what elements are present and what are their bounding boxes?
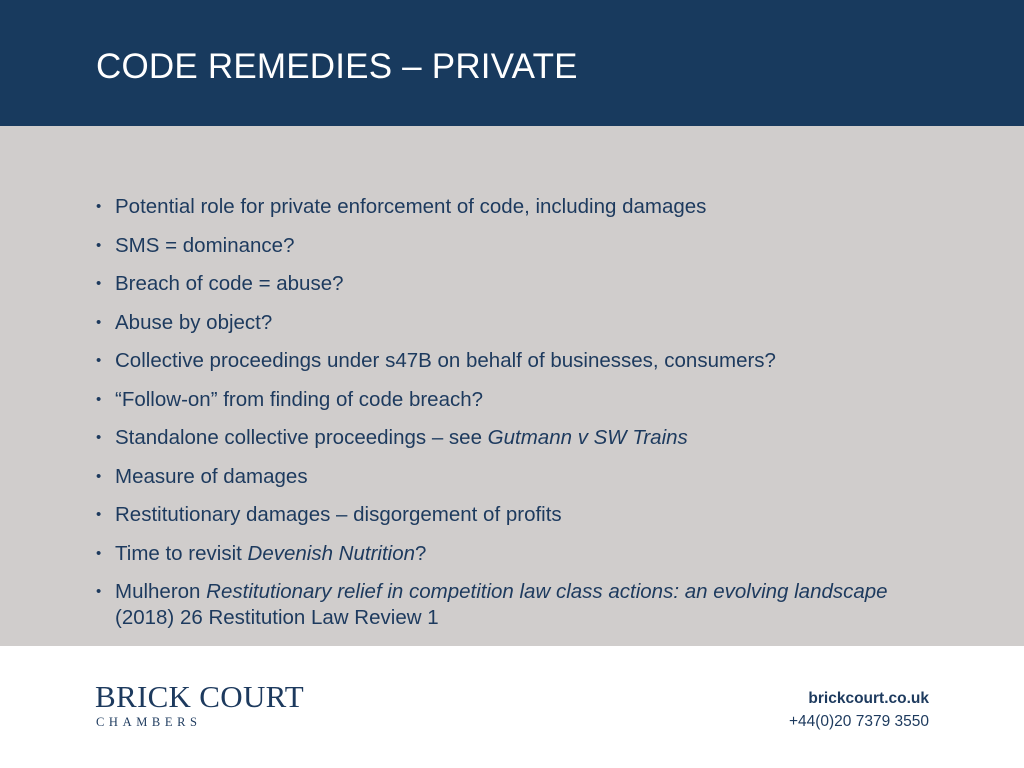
bullet-item bbox=[96, 464, 916, 490]
bullet-item bbox=[96, 387, 916, 413]
bullet-item bbox=[96, 271, 916, 297]
bullet-text: “Follow-on” from finding of code breach? bbox=[115, 387, 484, 411]
bullet-text: SMS = dominance? bbox=[115, 233, 295, 257]
brick-court-logo: BRICK COURT bbox=[95, 679, 304, 714]
bullet-text: ? bbox=[415, 541, 427, 565]
bullet-item bbox=[96, 425, 916, 451]
bullet-item bbox=[96, 194, 916, 220]
bullet-item bbox=[96, 541, 916, 567]
slide-title: CODE REMEDIES – PRIVATE bbox=[96, 47, 578, 86]
bullet-icon: • bbox=[96, 275, 102, 292]
bullet-text: Measure of damages bbox=[115, 464, 308, 488]
bullet-icon: • bbox=[96, 583, 102, 600]
bullet-text: Restitutionary damages – disgorgement of profits bbox=[115, 503, 562, 526]
bullet-text: Standalone collective proceedings – see bbox=[115, 426, 488, 449]
bullet-text-italic: Gutmann v SW Trains bbox=[487, 426, 688, 449]
bullet-text: Abuse by object? bbox=[115, 310, 273, 334]
bullet-text: Mulheron bbox=[115, 580, 207, 603]
bullet-icon: • bbox=[96, 236, 102, 254]
bullet-item bbox=[96, 348, 916, 374]
bullet-icon: • bbox=[96, 390, 102, 408]
bullet-icon: • bbox=[96, 467, 102, 485]
bullet-text-italic: Devenish Nutrition bbox=[247, 541, 416, 565]
bullet-item bbox=[96, 502, 916, 528]
phone-number: +44(0)20 7379 3550 bbox=[788, 713, 929, 730]
bullet-text: Breach of code = abuse? bbox=[115, 272, 344, 295]
bullet-text: Time to revisit bbox=[115, 541, 248, 565]
bullet-icon: • bbox=[96, 429, 102, 446]
bullet-list bbox=[96, 194, 916, 643]
bullet-icon: • bbox=[96, 544, 102, 562]
bullet-icon: • bbox=[96, 198, 102, 215]
bullet-item bbox=[96, 310, 916, 336]
bullet-icon: • bbox=[96, 352, 102, 369]
bullet-item bbox=[96, 233, 916, 259]
bullet-text: Collective proceedings under s47B on behalf of businesses, consumers? bbox=[115, 349, 776, 372]
bullet-text: (2018) 26 Restitution Law Review 1 bbox=[115, 605, 439, 629]
bullet-icon: • bbox=[96, 313, 102, 331]
chambers-logo-subtitle: CHAMBERS bbox=[96, 715, 202, 729]
bullet-item bbox=[96, 579, 916, 630]
bullet-text: Potential role for private enforcement of code, including damages bbox=[115, 195, 707, 218]
slide-header bbox=[0, 0, 1024, 126]
bullet-text-italic: Restitutionary relief in competition law class actions: an evolving landscape bbox=[206, 580, 888, 603]
website-link[interactable]: brickcourt.co.uk bbox=[808, 690, 929, 707]
bullet-icon: • bbox=[96, 506, 102, 523]
